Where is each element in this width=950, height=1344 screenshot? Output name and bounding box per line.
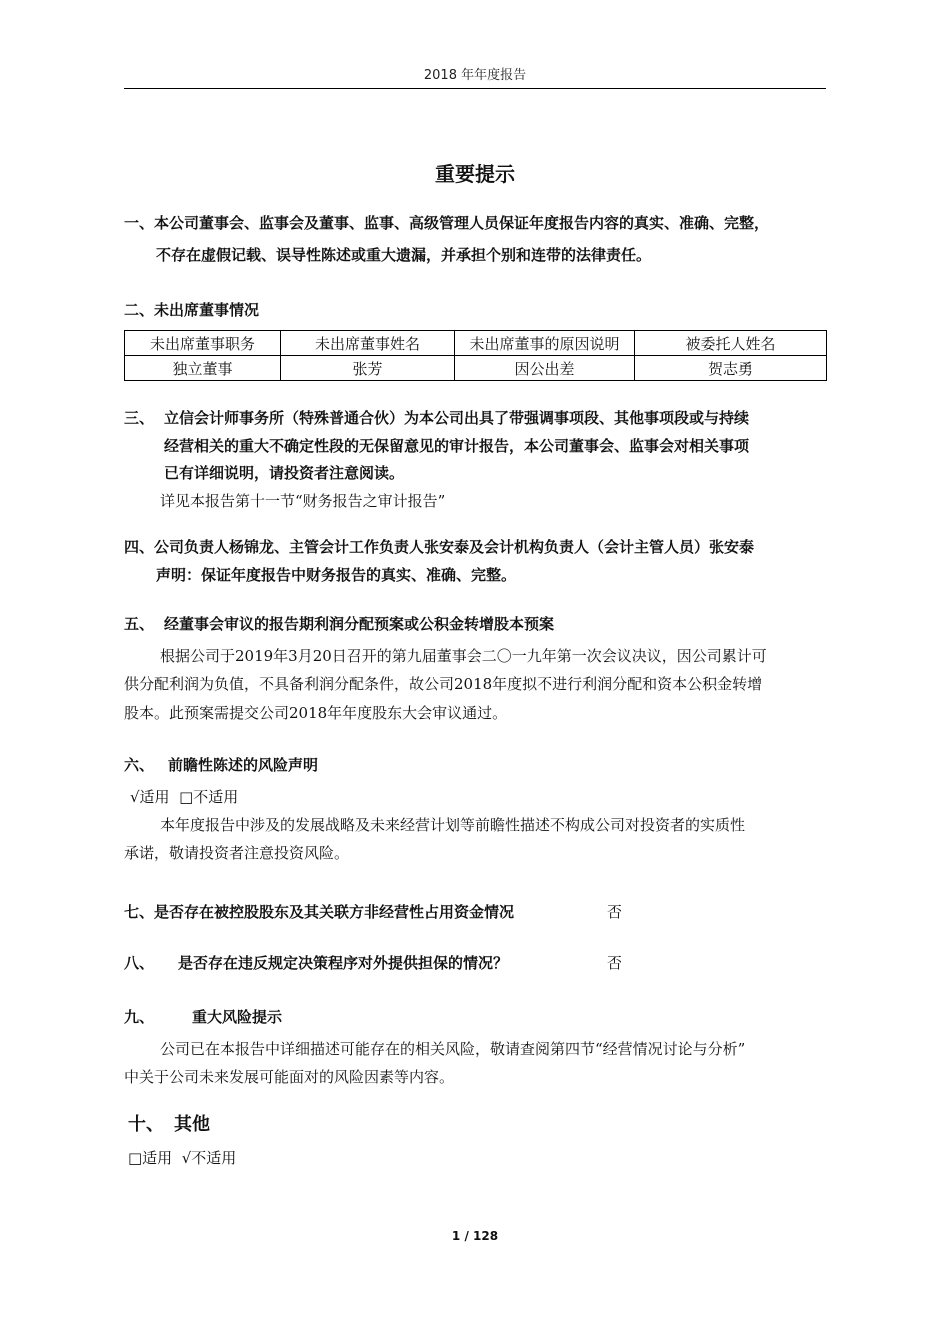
- table-header-row: [125, 331, 827, 356]
- section-10-heading: 其他: [174, 1114, 210, 1135]
- section-6-line-2: 承诺，敬请投资者注意投资风险。: [124, 844, 350, 862]
- table-row: [125, 356, 827, 381]
- section-6-heading: 前瞻性陈述的风险声明: [168, 756, 319, 774]
- absent-directors-table: [124, 330, 827, 381]
- section-6-line-1: 本年度报告中涉及的发展战略及未来经营计划等前瞻性描述不构成公司对投资者的实质性: [160, 816, 746, 834]
- section-8-number: 八、: [124, 954, 155, 972]
- section-7-heading: 七、是否存在被控股股东及其关联方非经营性占用资金情况: [124, 903, 515, 921]
- section-3-line-2: 经营相关的重大不确定性段的无保留意见的审计报告，本公司董事会、监事会对相关事项: [164, 437, 750, 455]
- table-header-cell: 未出席董事的原因说明: [455, 331, 635, 356]
- section-8-heading: 是否存在违反规定决策程序对外提供担保的情况？: [178, 954, 509, 972]
- section-5-number: 五、: [124, 615, 155, 633]
- section-9-number: 九、: [124, 1008, 155, 1026]
- section-3-line-3: 已有详细说明，请投资者注意阅读。: [164, 464, 405, 482]
- section-3-number: 三、: [124, 409, 155, 427]
- page-number: 1 / 128: [451, 1229, 499, 1243]
- page-title: 重要提示: [435, 162, 515, 186]
- section-3-line-1: 立信会计师事务所（特殊普通合伙）为本公司出具了带强调事项段、其他事项段或与持续: [164, 409, 750, 427]
- table-cell: 张芳: [281, 356, 455, 381]
- section-6-options: √适用 □不适用: [130, 788, 239, 806]
- section-2-heading: 二、未出席董事情况: [124, 301, 260, 319]
- section-10-number: 十、: [128, 1114, 164, 1135]
- section-6-number: 六、: [124, 756, 155, 774]
- table-header-cell: 被委托人姓名: [635, 331, 827, 356]
- section-4-line-2: 声明：保证年度报告中财务报告的真实、准确、完整。: [156, 566, 517, 584]
- section-4-line-1: 四、公司负责人杨锦龙、主管会计工作负责人张安泰及会计机构负责人（会计主管人员）张安泰: [124, 538, 755, 556]
- header-rule: [124, 88, 826, 89]
- running-header: 2018 年年度报告: [423, 68, 527, 83]
- section-5-line-2: 供分配利润为负值，不具备利润分配条件，故公司2018年度拟不进行利润分配和资本公积金转增: [124, 675, 763, 693]
- section-7-answer: 否: [607, 903, 623, 921]
- section-5-line-1: 根据公司于2019年3月20日召开的第九届董事会二〇一九年第一次会议决议，因公司累计可: [160, 647, 767, 665]
- section-9-heading: 重大风险提示: [192, 1008, 283, 1026]
- table-cell: 贺志勇: [635, 356, 827, 381]
- section-1-line-2: 不存在虚假记载、误导性陈述或重大遗漏，并承担个别和连带的法律责任。: [156, 246, 652, 264]
- section-9-line-1: 公司已在本报告中详细描述可能存在的相关风险，敬请查阅第四节“经营情况讨论与分析”: [160, 1040, 746, 1058]
- table-cell: 因公出差: [455, 356, 635, 381]
- table-header-cell: 未出席董事职务: [125, 331, 281, 356]
- table-header-cell: 未出席董事姓名: [281, 331, 455, 356]
- section-5-heading: 经董事会审议的报告期利润分配预案或公积金转增股本预案: [164, 615, 555, 633]
- section-8-answer: 否: [607, 954, 623, 972]
- section-5-line-3: 股本。此预案需提交公司2018年年度股东大会审议通过。: [124, 704, 508, 722]
- section-3-note: 详见本报告第十一节“财务报告之审计报告”: [160, 492, 446, 510]
- table-cell: 独立董事: [125, 356, 281, 381]
- section-1-line-1: 一、本公司董事会、监事会及董事、监事、高级管理人员保证年度报告内容的真实、准确、完整，: [124, 214, 770, 232]
- section-10-options: □适用 √不适用: [128, 1149, 237, 1167]
- section-9-line-2: 中关于公司未来发展可能面对的风险因素等内容。: [124, 1068, 455, 1086]
